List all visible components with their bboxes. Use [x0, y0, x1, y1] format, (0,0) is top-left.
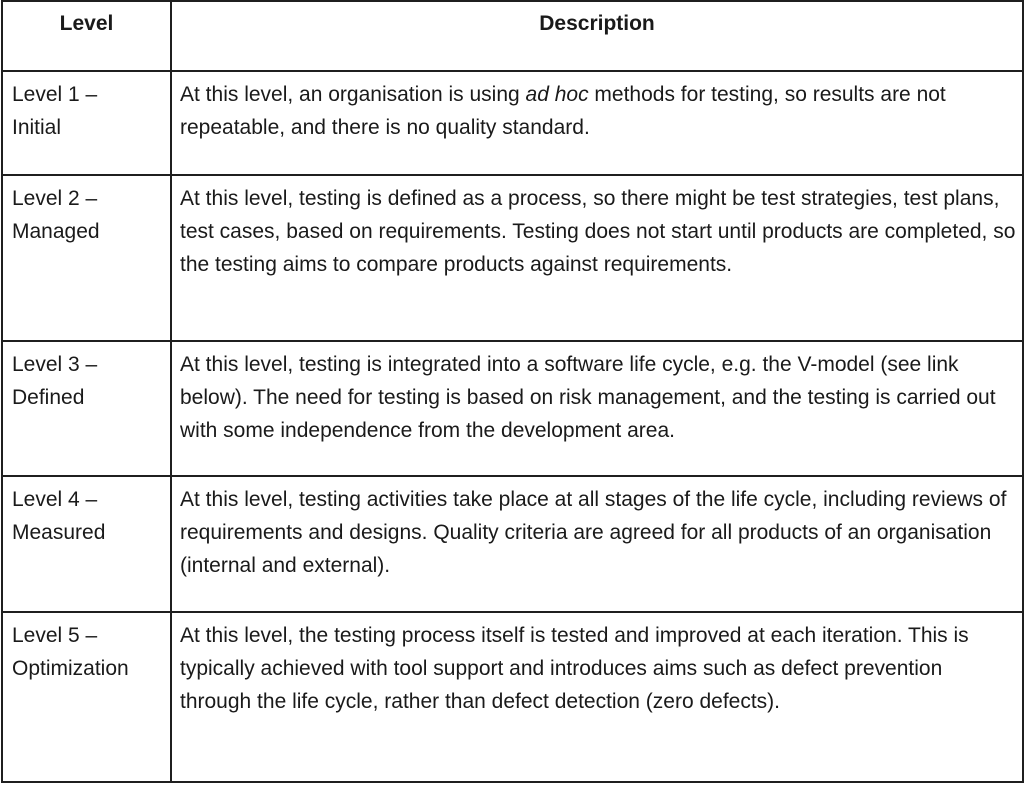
level-title: Measured — [12, 521, 106, 545]
level-name: Level 1 – — [12, 83, 98, 107]
table-row-level-3 — [2, 341, 1023, 476]
level-title: Managed — [12, 220, 100, 244]
level-cell — [2, 612, 171, 782]
table-row-level-5 — [2, 612, 1023, 782]
description-cell — [171, 476, 1023, 611]
level-description: At this level, testing is integrated into a software life cycle, e.g. the V-model (see link below). The need for testing is based on risk management, and the testing is carried out with some independence from the development area. — [180, 352, 996, 442]
level-title: Initial — [12, 116, 62, 140]
table-header-row — [2, 1, 1023, 71]
level-column-header: Level — [2, 1, 171, 71]
description-cell — [171, 175, 1023, 340]
level-description: At this level, testing is defined as a process, so there might be test strategies, test plans, test cases, based on requirements. Testing does not start until products are completed, so the testing aims to compare products against requirements. — [180, 187, 1016, 277]
maturity-levels-table — [1, 0, 1024, 783]
level-title: Optimization — [12, 656, 129, 680]
level-name: Level 5 – — [12, 623, 98, 647]
table-row-level-1 — [2, 71, 1023, 175]
level-cell — [2, 341, 171, 476]
description-text: methods for testing, so results are not repeatable, and there is no quality standard. — [180, 83, 946, 140]
description-cell — [171, 71, 1023, 175]
level-cell — [2, 476, 171, 611]
level-description: At this level, testing activities take place at all stages of the life cycle, including reviews of requirements and designs. Quality criteria are agreed for all products of an organisation (internal and external). — [180, 488, 1007, 578]
level-description: At this level, the testing process itself is tested and improved at each iteration. This is typically achieved with tool support and introduces aims such as defect prevention through the life cycle, rather than defect detection (zero defects). — [180, 623, 969, 713]
table-row-level-4 — [2, 476, 1023, 611]
description-emphasis: ad hoc — [525, 83, 589, 107]
level-name: Level 3 – — [12, 352, 98, 376]
table-row-level-2 — [2, 175, 1023, 340]
level-cell — [2, 71, 171, 175]
level-name: Level 2 – — [12, 187, 98, 211]
description-text: At this level, an organisation is using — [180, 83, 526, 107]
description-column-header: Description — [171, 1, 1023, 71]
level-name: Level 4 – — [12, 488, 98, 512]
description-cell — [171, 612, 1023, 782]
description-cell — [171, 341, 1023, 476]
level-cell — [2, 175, 171, 340]
level-description — [172, 72, 1022, 144]
level-title: Defined — [12, 385, 85, 409]
